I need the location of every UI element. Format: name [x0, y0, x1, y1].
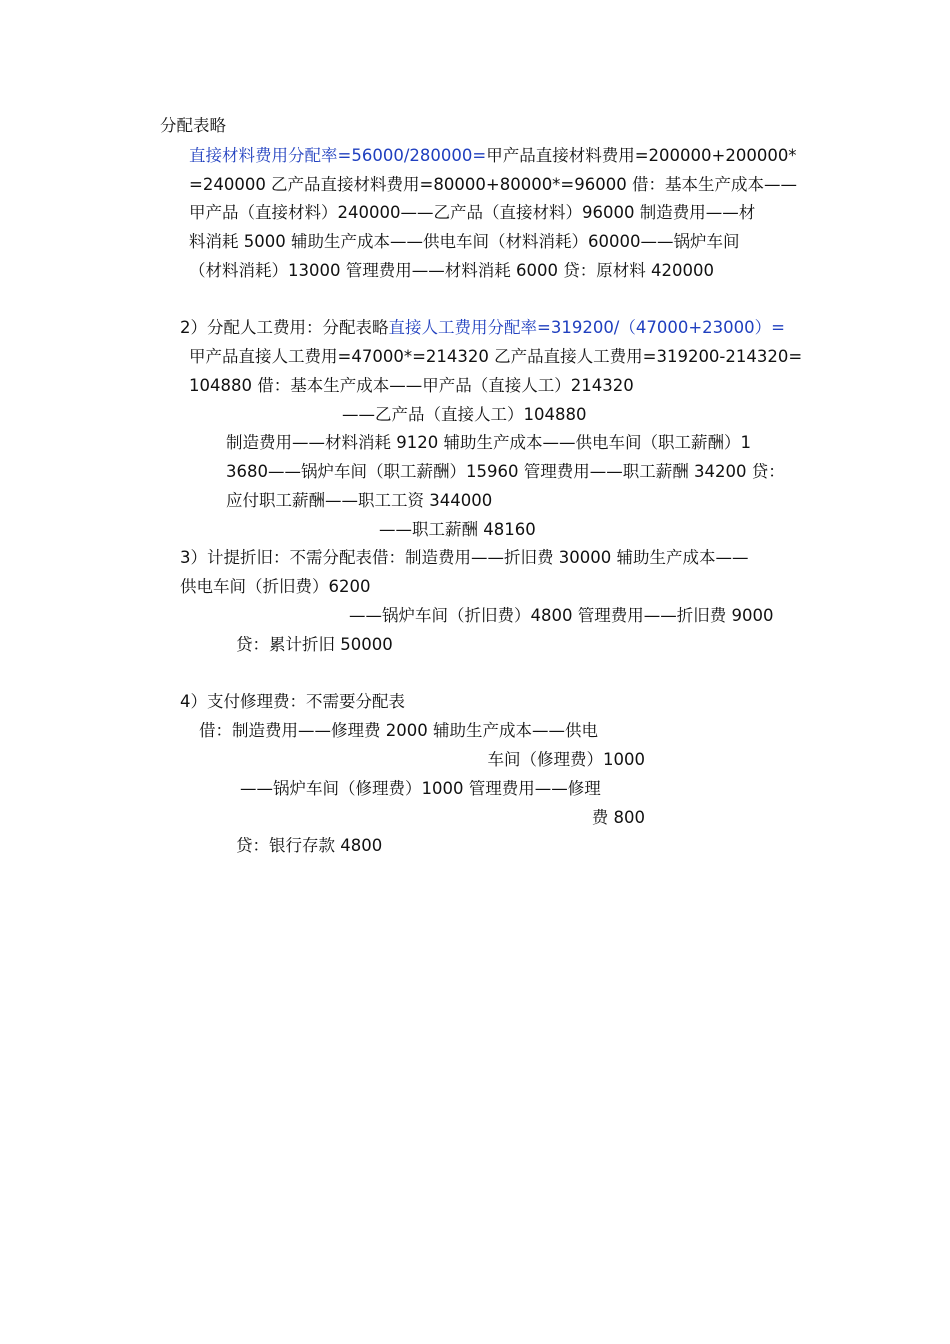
section3-line-1: 3）计提折旧：不需分配表借：制造费用——折旧费 30000 辅助生产成本—— — [180, 548, 749, 567]
section1-heading: 分配表略 — [160, 116, 226, 135]
section3-line-2: 供电车间（折旧费）6200 — [180, 577, 371, 596]
section1-line-2: =240000 乙产品直接材料费用=80000+80000*=96000 借：基本生产成本—— — [189, 175, 797, 194]
section3-line-4: 贷：累计折旧 50000 — [236, 635, 393, 654]
section4-line-1: 4）支付修理费：不需要分配表 — [180, 692, 405, 711]
product-a-material-cost: 甲产品直接材料费用=200000+200000* — [486, 146, 797, 165]
section1-line-3: 甲产品（直接材料）240000——乙产品（直接材料）96000 制造费用——材 — [189, 203, 756, 222]
section3-line-3: ——锅炉车间（折旧费）4800 管理费用——折旧费 9000 — [349, 606, 774, 625]
section1-line-4: 料消耗 5000 辅助生产成本——供电车间（材料消耗）60000——锅炉车间 — [189, 232, 740, 251]
section2-line-8: ——职工薪酬 48160 — [379, 520, 536, 539]
labor-allocation-heading: 2）分配人工费用：分配表略 — [180, 318, 389, 337]
section4-line-6: 贷：银行存款 4800 — [236, 836, 383, 855]
section2-line-6: 3680——锅炉车间（职工薪酬）15960 管理费用——职工薪酬 34200 贷： — [226, 462, 785, 481]
section2-line-1 — [180, 317, 785, 339]
material-rate-formula: 直接材料费用分配率=56000/280000= — [189, 146, 487, 165]
section1-line-5: （材料消耗）13000 管理费用——材料消耗 6000 贷：原材料 420000 — [189, 261, 714, 280]
labor-rate-formula: 直接人工费用分配率=319200/（47000+23000）= — [388, 318, 785, 337]
section2-line-7: 应付职工薪酬——职工工资 344000 — [226, 491, 493, 510]
section2-line-4: ——乙产品（直接人工）104880 — [342, 405, 587, 424]
section2-line-5: 制造费用——材料消耗 9120 辅助生产成本——供电车间（职工薪酬）1 — [226, 433, 751, 452]
section2-line-3: 104880 借：基本生产成本——甲产品（直接人工）214320 — [189, 376, 634, 395]
section4-line-3: 车间（修理费）1000 — [487, 750, 645, 769]
section2-line-2: 甲产品直接人工费用=47000*=214320 乙产品直接人工费用=319200-214320= — [189, 347, 803, 366]
section4-line-5: 费 800 — [591, 808, 645, 827]
section1-line-1 — [189, 145, 797, 167]
section4-line-4: ——锅炉车间（修理费）1000 管理费用——修理 — [240, 779, 601, 798]
section4-line-2: 借：制造费用——修理费 2000 辅助生产成本——供电 — [199, 721, 598, 740]
